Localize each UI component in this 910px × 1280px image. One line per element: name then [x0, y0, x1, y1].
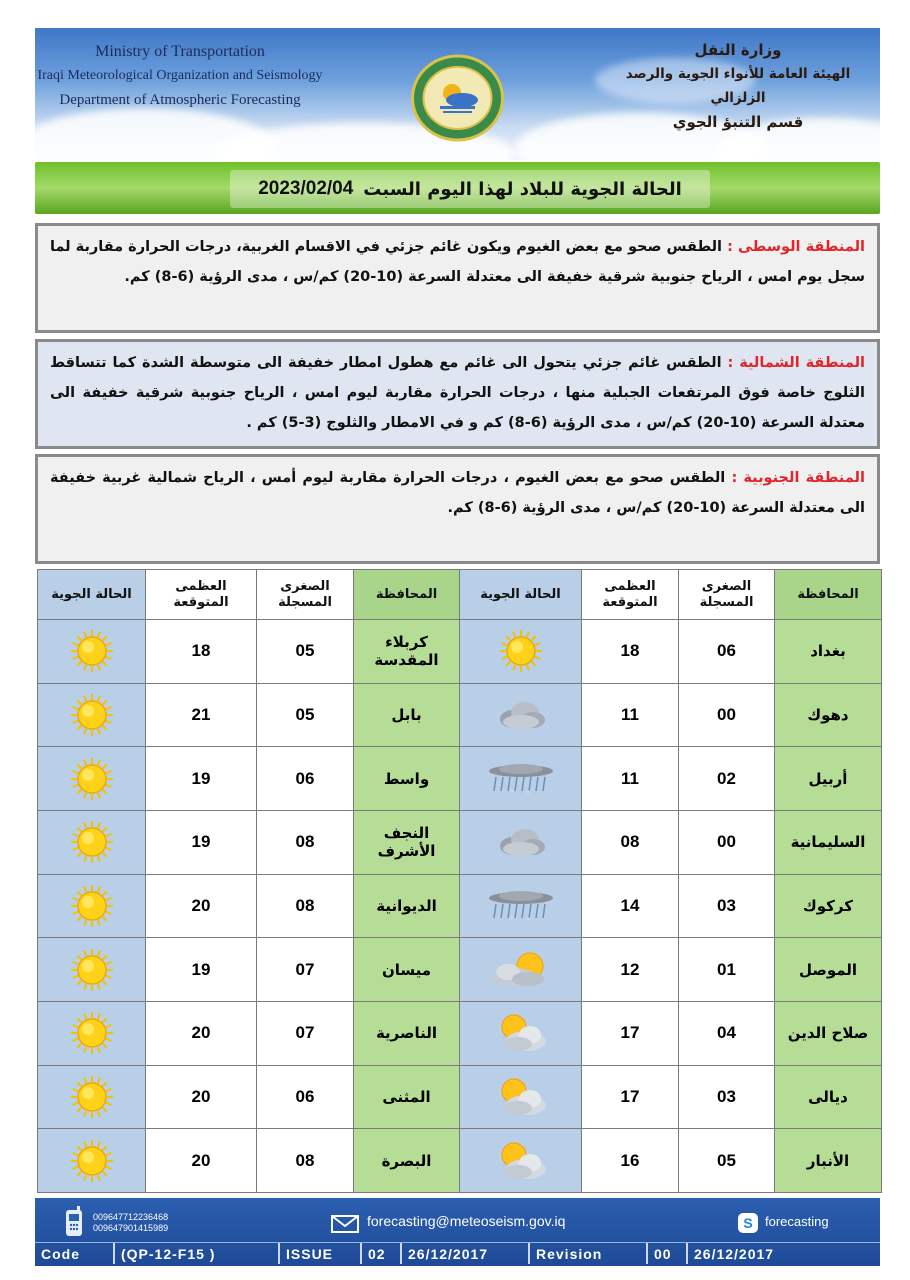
min-temp-cell: 05	[257, 683, 354, 747]
condition-cell	[38, 1065, 146, 1129]
table-row	[38, 810, 882, 874]
header-governorate: المحافظة	[775, 570, 882, 620]
footer-email[interactable]: forecasting@meteoseism.gov.iq	[367, 1213, 566, 1229]
min-temp-cell: 05	[257, 620, 354, 684]
condition-cell	[460, 1129, 582, 1193]
max-temp-cell: 08	[582, 810, 679, 874]
max-temp-cell: 19	[146, 938, 257, 1002]
max-temp-cell: 16	[582, 1129, 679, 1193]
issue-value: 02	[362, 1243, 402, 1264]
sunny-icon	[38, 1075, 145, 1119]
phone-number-2: 009647901415989	[93, 1223, 169, 1233]
phone-icon	[63, 1206, 85, 1238]
max-temp-cell: 21	[146, 683, 257, 747]
sun-cloud-icon	[460, 1011, 581, 1055]
min-temp-cell: 03	[679, 1065, 775, 1129]
phone-number-1: 009647712236468	[93, 1212, 169, 1222]
condition-cell	[38, 1001, 146, 1065]
min-temp-cell: 08	[257, 1129, 354, 1193]
governorate-cell: ميسان	[354, 938, 460, 1002]
condition-cell	[460, 874, 582, 938]
page-title	[230, 170, 710, 208]
region-south	[35, 454, 880, 564]
condition-cell	[460, 747, 582, 811]
max-temp-cell: 12	[582, 938, 679, 1002]
header-banner	[35, 28, 880, 160]
sunny-icon	[38, 693, 145, 737]
cloudy-icon	[460, 697, 581, 733]
governorate-cell: بغداد	[775, 620, 882, 684]
organization-logo	[410, 53, 505, 143]
max-temp-cell: 17	[582, 1065, 679, 1129]
max-temp-cell: 19	[146, 747, 257, 811]
department-name-en: Department of Atmospheric Forecasting	[59, 92, 301, 108]
min-temp-cell: 06	[257, 1065, 354, 1129]
max-temp-cell: 14	[582, 874, 679, 938]
department-name-ar: قسم التنبؤ الجوي	[672, 113, 804, 131]
issue-date: 26/12/2017	[402, 1243, 530, 1264]
organization-name-ar: الهيئة العامة للأنواء الجوية والرصد الزلزالي	[625, 66, 851, 106]
max-temp-cell: 20	[146, 1001, 257, 1065]
header-governorate: المحافظة	[354, 570, 460, 620]
min-temp-cell: 01	[679, 938, 775, 1002]
governorate-cell: واسط	[354, 747, 460, 811]
code-label: Code	[35, 1243, 115, 1264]
header-condition: الحالة الجوية	[460, 570, 582, 620]
min-temp-cell: 05	[679, 1129, 775, 1193]
forecast-table	[37, 569, 882, 1193]
revision-value: 00	[648, 1243, 688, 1264]
partly-cloudy-icon	[460, 949, 581, 991]
table-row	[38, 747, 882, 811]
sunny-icon	[38, 1011, 145, 1055]
governorate-cell: البصرة	[354, 1129, 460, 1193]
table-row	[38, 683, 882, 747]
header-condition: الحالة الجوية	[38, 570, 146, 620]
footer-phones	[93, 1212, 168, 1234]
mail-icon	[331, 1215, 359, 1233]
governorate-cell: كركوك	[775, 874, 882, 938]
condition-cell	[38, 683, 146, 747]
sunny-icon	[38, 884, 145, 928]
max-temp-cell: 19	[146, 810, 257, 874]
governorate-cell: كربلاء المقدسة	[354, 620, 460, 684]
table-row	[38, 620, 882, 684]
title-bar	[35, 162, 880, 214]
organization-name-en: Iraqi Meteorological Organization and Seismology	[37, 68, 323, 83]
condition-cell	[38, 747, 146, 811]
skype-icon	[737, 1212, 759, 1234]
sun-cloud-icon	[460, 1139, 581, 1183]
governorate-cell: النجف الأشرف	[354, 810, 460, 874]
governorate-cell: دهوك	[775, 683, 882, 747]
header-arabic-block	[608, 38, 868, 134]
header-min: الصغرى المسجلة	[679, 570, 775, 620]
condition-cell	[460, 620, 582, 684]
region-north-text: الطقس غائم جزئي يتحول الى غائم مع هطول امطار خفيفة الى متوسطة الشدة كما تتساقط الثلوج خاصة فوق المرتفعات الجبلية منها ، درجات الحرارة مقاربة ليوم امس ، الرياح جنوبية شرقية خفيفة الى معتدلة السرعة (10-20) كم/س ، مدى الرؤية (6-8) كم و في الامطار والثلوج (3-5) كم .	[50, 355, 865, 431]
sunny-icon	[38, 820, 145, 864]
cloudy-icon	[460, 824, 581, 860]
ministry-name-ar: وزارة النقل	[694, 41, 782, 59]
table-row	[38, 938, 882, 1002]
region-south-text: الطقس صحو مع بعض الغيوم ، درجات الحرارة مقاربة ليوم أمس ، الرياح شمالية غربية خفيفة الى معتدلة السرعة (10-20) كم/س ، مدى الرؤية (6-8) كم.	[50, 470, 865, 516]
table-row	[38, 1129, 882, 1193]
min-temp-cell: 08	[257, 810, 354, 874]
region-north	[35, 339, 880, 449]
max-temp-cell: 17	[582, 1001, 679, 1065]
governorate-cell: ديالى	[775, 1065, 882, 1129]
max-temp-cell: 20	[146, 1129, 257, 1193]
governorate-cell: الموصل	[775, 938, 882, 1002]
sunny-icon	[38, 948, 145, 992]
region-south-name: المنطقة الجنوبية :	[731, 470, 865, 486]
min-temp-cell: 07	[257, 1001, 354, 1065]
governorate-cell: أربيل	[775, 747, 882, 811]
region-north-name: المنطقة الشمالية :	[727, 355, 865, 371]
sunny-icon	[460, 629, 581, 673]
min-temp-cell: 00	[679, 810, 775, 874]
max-temp-cell: 18	[582, 620, 679, 684]
condition-cell	[38, 620, 146, 684]
table-row	[38, 1001, 882, 1065]
min-temp-cell: 06	[679, 620, 775, 684]
title-text: الحالة الجوية للبلاد لهذا اليوم السبت	[363, 178, 682, 200]
code-value: (QP-12-F15 )	[115, 1243, 280, 1264]
header-min: الصغرى المسجلة	[257, 570, 354, 620]
condition-cell	[38, 1129, 146, 1193]
header-english-block	[35, 40, 325, 112]
min-temp-cell: 02	[679, 747, 775, 811]
condition-cell	[460, 810, 582, 874]
svg-text:S: S	[743, 1215, 753, 1231]
condition-cell	[38, 810, 146, 874]
governorate-cell: الديوانية	[354, 874, 460, 938]
governorate-cell: صلاح الدين	[775, 1001, 882, 1065]
min-temp-cell: 03	[679, 874, 775, 938]
table-header-row	[38, 570, 882, 620]
condition-cell	[460, 1065, 582, 1129]
condition-cell	[460, 1001, 582, 1065]
condition-cell	[460, 683, 582, 747]
sunny-icon	[38, 629, 145, 673]
governorate-cell: بابل	[354, 683, 460, 747]
governorate-cell: الناصرية	[354, 1001, 460, 1065]
sun-cloud-icon	[460, 1075, 581, 1119]
document-code-bar	[35, 1242, 880, 1264]
revision-date: 26/12/2017	[694, 1246, 775, 1262]
rain-snow-icon	[460, 888, 581, 924]
region-central	[35, 223, 880, 333]
title-date: 2023/02/04	[258, 178, 354, 199]
max-temp-cell: 18	[146, 620, 257, 684]
condition-cell	[460, 938, 582, 1002]
min-temp-cell: 08	[257, 874, 354, 938]
min-temp-cell: 04	[679, 1001, 775, 1065]
min-temp-cell: 06	[257, 747, 354, 811]
min-temp-cell: 07	[257, 938, 354, 1002]
table-row	[38, 1065, 882, 1129]
sunny-icon	[38, 757, 145, 801]
governorate-cell: السليمانية	[775, 810, 882, 874]
header-max: العظمى المتوقعة	[582, 570, 679, 620]
condition-cell	[38, 874, 146, 938]
footer-skype[interactable]: forecasting	[765, 1214, 829, 1229]
sunny-icon	[38, 1139, 145, 1183]
governorate-cell: المثنى	[354, 1065, 460, 1129]
governorate-cell: الأنبار	[775, 1129, 882, 1193]
region-central-text: الطقس صحو مع بعض الغيوم ويكون غائم جزئي في الاقسام الغربية، درجات الحرارة مقاربة لما سجل يوم امس ، الرياح جنوبية شرقية خفيفة الى معتدلة السرعة (10-20) كم/س ، مدى الرؤية (6-8) كم.	[50, 239, 865, 285]
max-temp-cell: 20	[146, 874, 257, 938]
max-temp-cell: 11	[582, 747, 679, 811]
footer	[35, 1198, 880, 1266]
revision-label: Revision	[530, 1243, 648, 1264]
issue-label: ISSUE	[280, 1243, 362, 1264]
max-temp-cell: 20	[146, 1065, 257, 1129]
max-temp-cell: 11	[582, 683, 679, 747]
condition-cell	[38, 938, 146, 1002]
region-central-name: المنطقة الوسطى :	[727, 239, 865, 255]
header-max: العظمى المتوقعة	[146, 570, 257, 620]
table-row	[38, 874, 882, 938]
rain-snow-icon	[460, 761, 581, 797]
ministry-name-en: Ministry of Transportation	[95, 43, 265, 60]
min-temp-cell: 00	[679, 683, 775, 747]
